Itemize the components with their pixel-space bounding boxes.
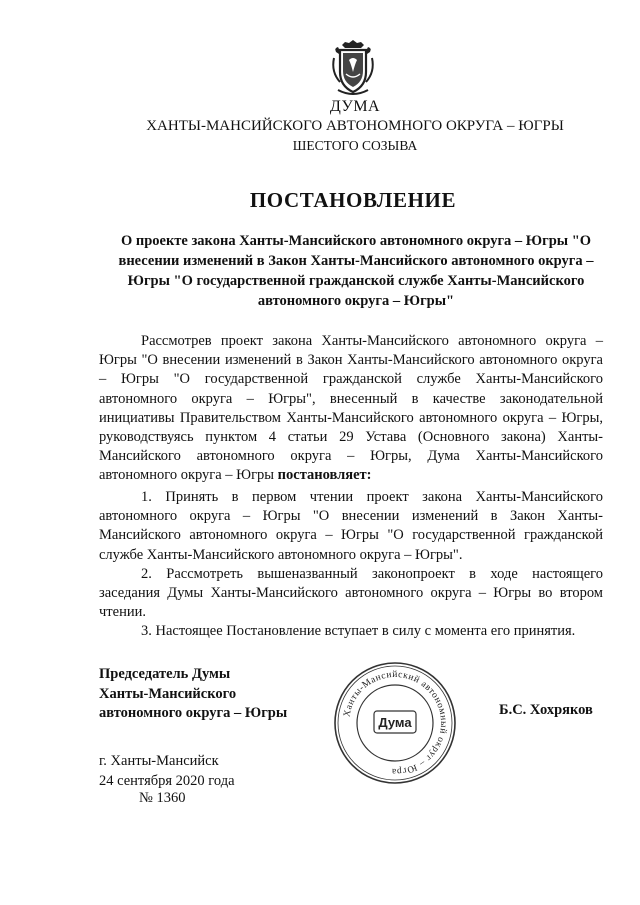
preamble bbox=[99, 332, 603, 486]
document-subject: О проекте закона Ханты-Мансийского автономного округа – Югры "О внесении изменений в Закон Ханты-Мансийского автономного округа – Югры "О государственной гражданской службе Ханты-Мансийского автономного округа – Югры" bbox=[118, 233, 594, 309]
signatory-position-line: Председатель Думы bbox=[99, 666, 231, 682]
official-seal bbox=[332, 660, 458, 786]
signatory-position bbox=[99, 665, 287, 724]
resolution-item-2: 2. Рассмотреть вышеназванный законопроект в ходе настоящего заседания Думы Ханты-Мансийского автономного округа – Югры во втором чтении. bbox=[99, 565, 603, 621]
document-number: № 1360 bbox=[139, 790, 186, 806]
resolves-word: постановляет: bbox=[277, 467, 372, 484]
region-name: ХАНТЫ-МАНСИЙСКОГО АВТОНОМНОГО ОКРУГА – ЮГРЫ bbox=[146, 118, 564, 134]
organ-name: ДУМА bbox=[329, 98, 381, 115]
convocation: ШЕСТОГО СОЗЫВА bbox=[292, 138, 418, 153]
resolution-items bbox=[99, 488, 603, 642]
signatory-position-line: Ханты-Мансийского bbox=[99, 685, 237, 702]
issue-details bbox=[99, 752, 235, 791]
issue-date: 24 сентября 2020 года bbox=[99, 772, 235, 789]
document-title: ПОСТАНОВЛЕНИЕ bbox=[249, 188, 457, 212]
issue-city: г. Ханты-Мансийск bbox=[99, 753, 219, 769]
coat-of-arms-icon bbox=[328, 38, 378, 98]
resolution-item-1: 1. Принять в первом чтении проект закона Ханты-Мансийского автономного округа – Югры "О внесении изменений в Закон Ханты-Мансийского автономного округа – Югры "О государственной гражданской службе Ханты-Мансийского автономного округа – Югры". bbox=[99, 489, 603, 563]
seal-center-text: Дума bbox=[378, 715, 412, 730]
resolution-item-3: 3. Настоящее Постановление вступает в силу с момента его принятия. bbox=[141, 623, 576, 640]
seal-ring-text: Ханты-Мансийский автономный округ – Югра bbox=[342, 669, 449, 777]
preamble-text: Рассмотрев проект закона Ханты-Мансийского автономного округа – Югры "О внесении изменений в Закон Ханты-Мансийского автономного округа – Югры "О государственной гражданской службе Ханты-Мансийского автономного округа – Югры", внесенный в качестве законодательной инициативы Правительством Ханты-Мансийского автономного округа – Югры, руководствуясь пунктом 4 статьи 29 Устава (Основного закона) Ханты-Мансийского автономного округа – Югры, Дума Ханты-Мансийского автономного округа – Югры bbox=[99, 333, 603, 484]
signatory-name: Б.С. Хохряков bbox=[499, 702, 593, 718]
signatory-position-line: автономного округа – Югры bbox=[99, 705, 288, 721]
